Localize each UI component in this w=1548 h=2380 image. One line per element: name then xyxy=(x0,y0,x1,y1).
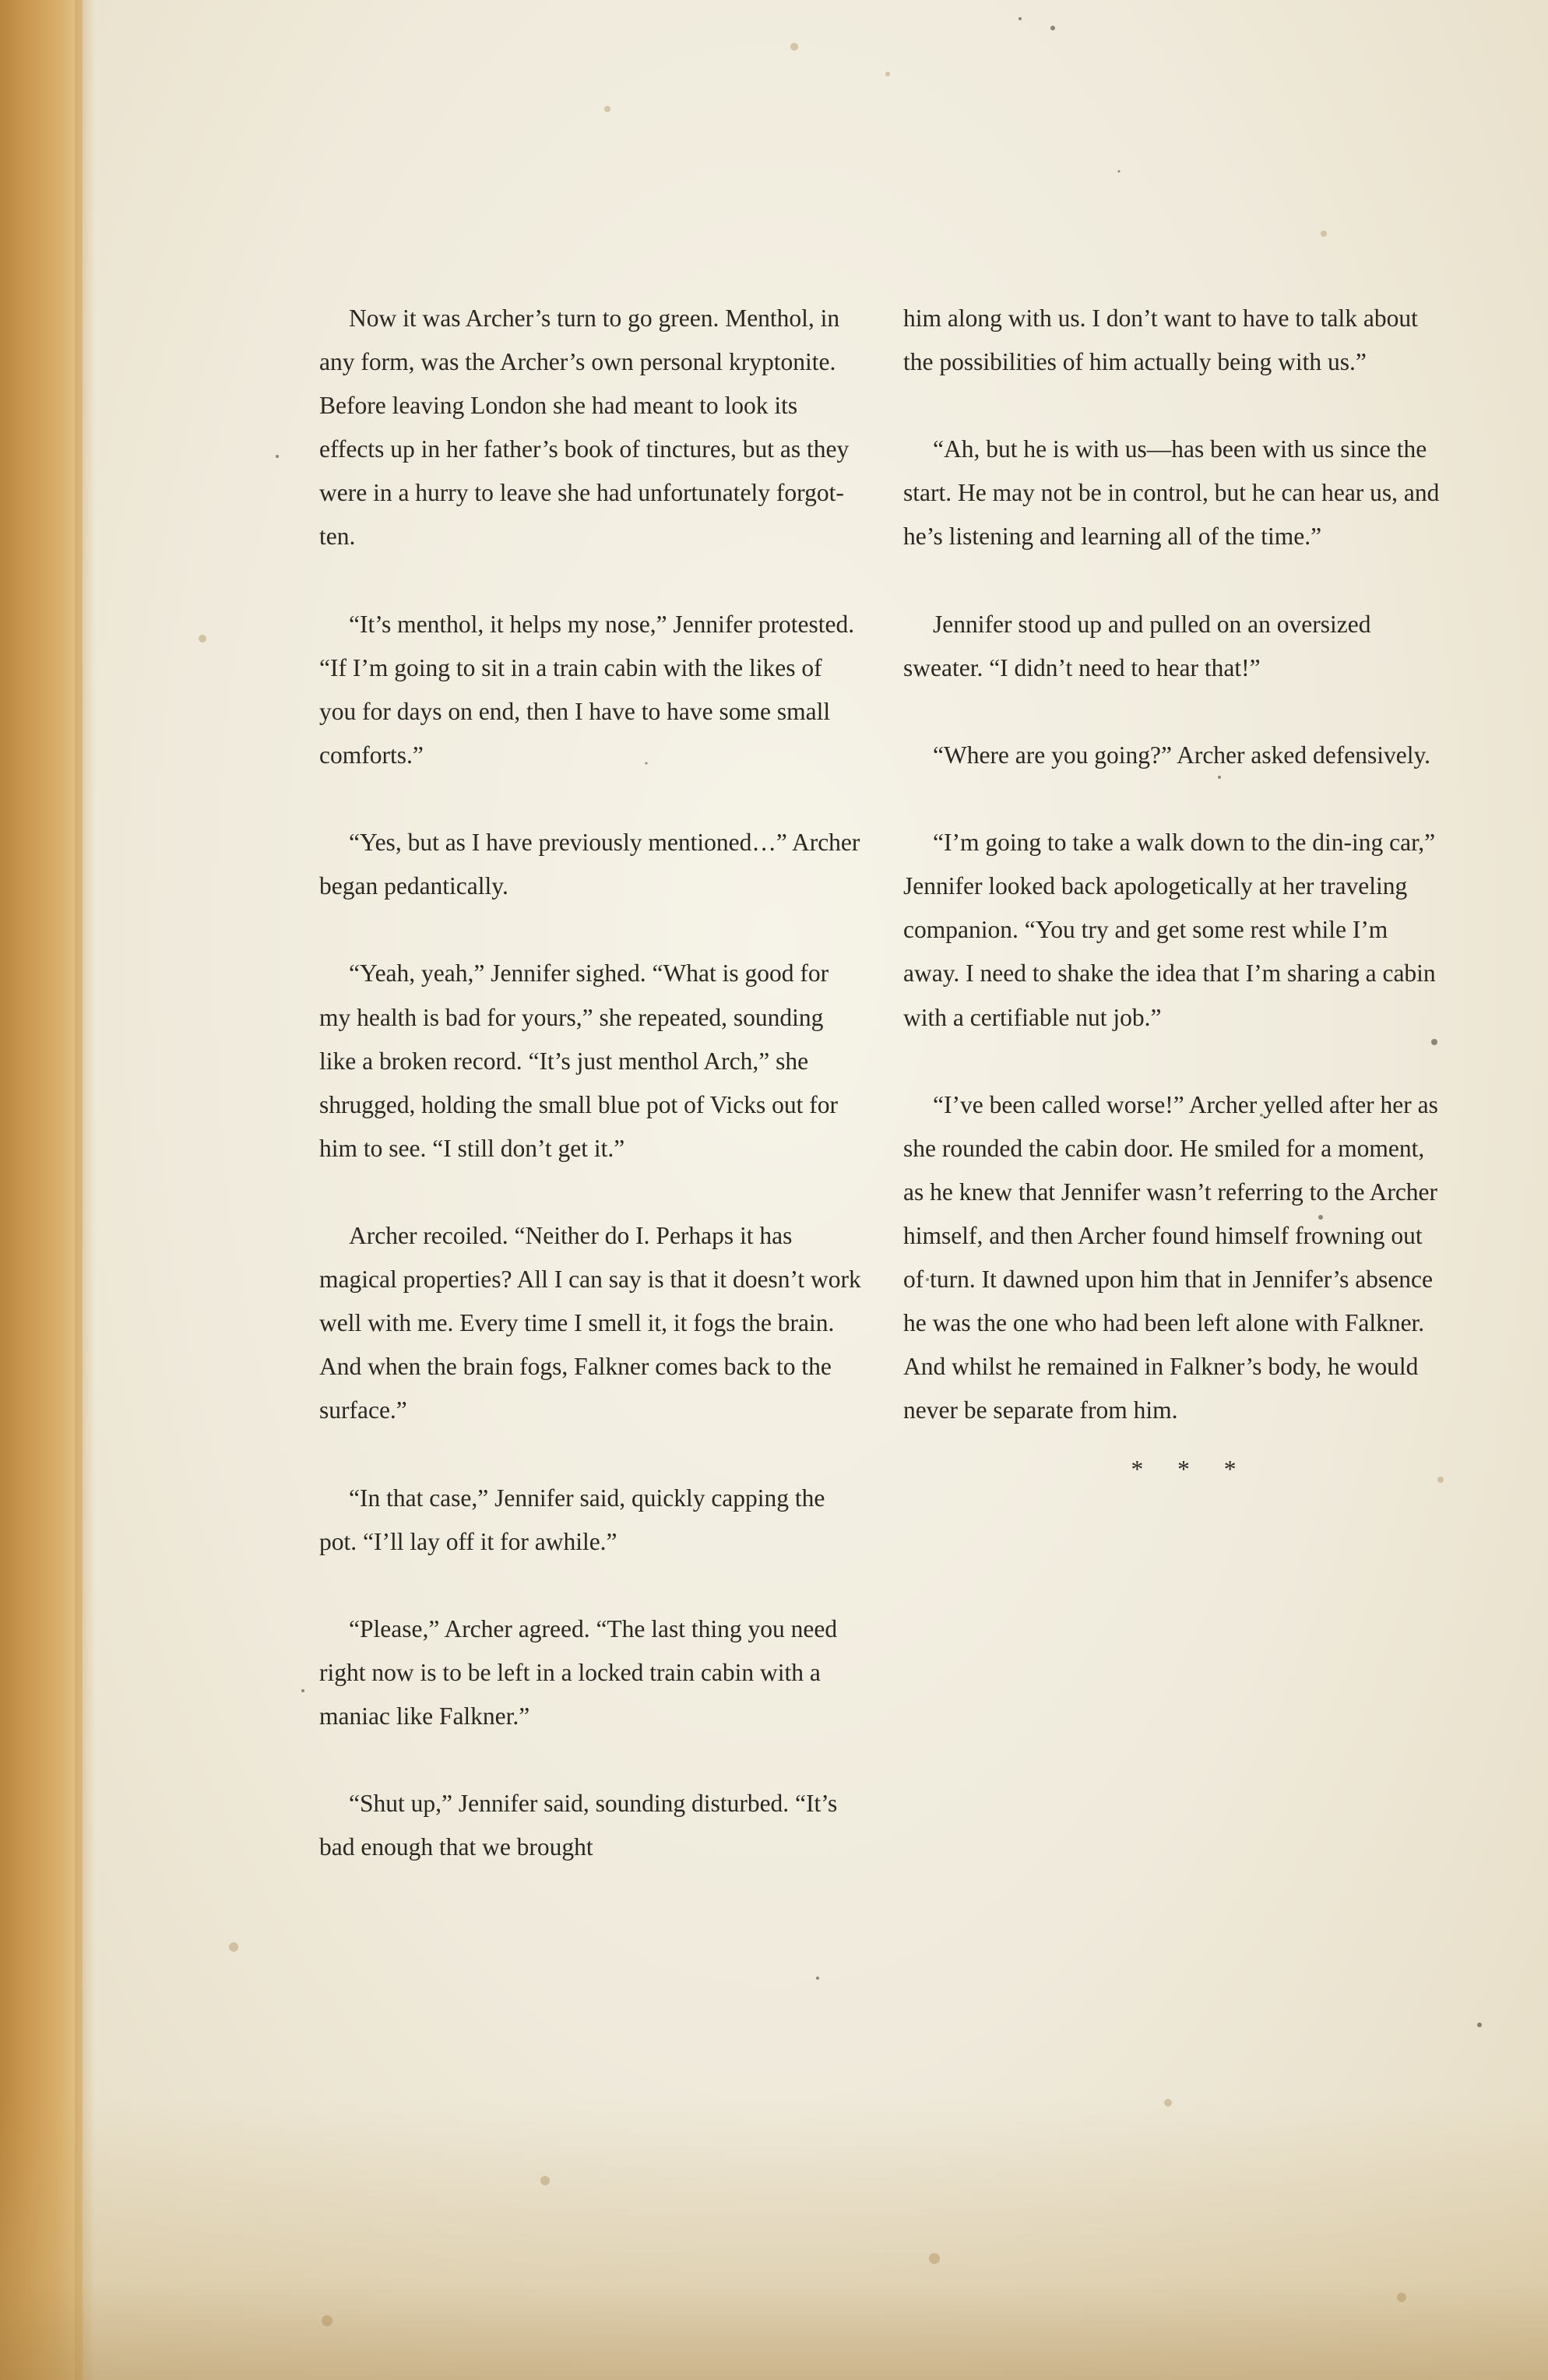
left-text-column xyxy=(319,297,864,1869)
paragraph: “In that case,” Jennifer said, quickly capping the pot. “I’ll lay off it for awhile.” xyxy=(319,1484,825,1555)
right-text-column xyxy=(903,297,1448,1492)
paragraph: “Ah, but he is with us—has been with us since the start. He may not be in control, but he can hear us, and he’s listening and learning all of the time.” xyxy=(903,435,1440,551)
paragraph: Now it was Archer’s turn to go green. Menthol, in any form, was the Archer’s own personal kryptonite. Before leaving London she had meant to look its effects up in her father’s book of tinctures, but as they were in a hurry to leave she had unfortunately forgot-ten. xyxy=(319,305,850,551)
paragraph: “Where are you going?” Archer asked defensively. xyxy=(933,741,1431,769)
paragraph: “Yes, but as I have previously mentioned…” Archer began pedantically. xyxy=(319,829,860,900)
paragraph: “Please,” Archer agreed. “The last thing you need right now is to be left in a locked train cabin with a maniac like Falkner.” xyxy=(319,1614,838,1730)
paragraph: Jennifer stood up and pulled on an oversized sweater. “I didn’t need to hear that!” xyxy=(903,610,1371,681)
paragraph: “It’s menthol, it helps my nose,” Jennifer protested. “If I’m going to sit in a train cabin with the likes of you for days on end, then I have to have some small comforts.” xyxy=(319,610,855,769)
paragraph: “I’ve been called worse!” Archer yelled after her as she rounded the cabin door. He smiled for a moment, as he knew that Jennifer wasn’t referring to the Archer himself, and then Archer found himself frowning out of turn. It dawned upon him that in Jennifer’s absence he was the one who had been left alone with Falkner. And whilst he remained in Falkner’s body, he would never be separate from him. xyxy=(903,1090,1438,1424)
paragraph: “I’m going to take a walk down to the din-ing car,” Jennifer looked back apologetically at her traveling companion. “You try and get some rest while I’m away. I need to shake the idea that I’m sharing a cabin with a certifiable nut job.” xyxy=(903,829,1436,1031)
scene-break: * * * xyxy=(1131,1456,1237,1484)
paragraph: Archer recoiled. “Neither do I. Perhaps it has magical properties? All I can say is that it doesn’t work well with me. Every time I smell it, it fogs the brain. And when the brain fogs, Falkner comes back to the surface.” xyxy=(319,1221,861,1424)
continued-paragraph: him along with us. I don’t want to have to talk about the possibilities of him actually being with us.” xyxy=(903,305,1418,376)
paragraph: “Yeah, yeah,” Jennifer sighed. “What is good for my health is bad for yours,” she repeated, sounding like a broken record. “It’s just menthol Arch,” she shrugged, holding the small blue pot of Vicks out for him to see. “I still don’t get it.” xyxy=(319,959,838,1162)
paragraph: “Shut up,” Jennifer said, sounding disturbed. “It’s bad enough that we brought xyxy=(319,1790,838,1861)
